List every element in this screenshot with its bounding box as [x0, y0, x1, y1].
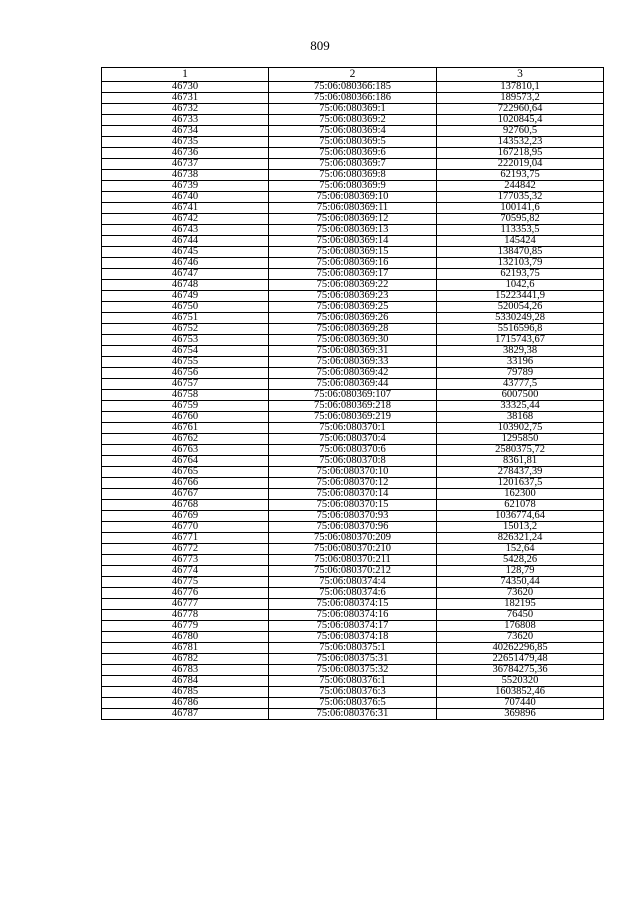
- row-number-cell: 46775: [102, 577, 269, 588]
- value-cell: 113353,5: [437, 225, 604, 236]
- row-number-cell: 46737: [102, 159, 269, 170]
- table-row: [102, 170, 604, 181]
- cadastral-number-cell: 75:06:080374:15: [269, 599, 437, 610]
- value-cell: 79789: [437, 368, 604, 379]
- row-number-cell: 46747: [102, 269, 269, 280]
- value-cell: 520054,26: [437, 302, 604, 313]
- value-cell: 5516596,8: [437, 324, 604, 335]
- table-row: [102, 115, 604, 126]
- row-number-cell: 46760: [102, 412, 269, 423]
- cadastral-number-cell: 75:06:080369:1: [269, 104, 437, 115]
- cadastral-number-cell: 75:06:080369:23: [269, 291, 437, 302]
- table-row: [102, 335, 604, 346]
- value-cell: 167218,95: [437, 148, 604, 159]
- table-row: [102, 511, 604, 522]
- row-number-cell: 46755: [102, 357, 269, 368]
- cadastral-number-cell: 75:06:080370:8: [269, 456, 437, 467]
- table-row: [102, 236, 604, 247]
- value-cell: 1715743,67: [437, 335, 604, 346]
- value-cell: 103902,75: [437, 423, 604, 434]
- cadastral-number-cell: 75:06:080369:17: [269, 269, 437, 280]
- value-cell: 74350,44: [437, 577, 604, 588]
- column-header-3: 3: [437, 68, 604, 82]
- row-number-cell: 46744: [102, 236, 269, 247]
- cadastral-number-cell: 75:06:080370:93: [269, 511, 437, 522]
- cadastral-number-cell: 75:06:080369:30: [269, 335, 437, 346]
- row-number-cell: 46771: [102, 533, 269, 544]
- value-cell: 92760,5: [437, 126, 604, 137]
- value-cell: 128,79: [437, 566, 604, 577]
- cadastral-number-cell: 75:06:080370:12: [269, 478, 437, 489]
- table-row: [102, 467, 604, 478]
- cadastral-number-cell: 75:06:080375:31: [269, 654, 437, 665]
- row-number-cell: 46745: [102, 247, 269, 258]
- table-row: [102, 368, 604, 379]
- value-cell: 8361,81: [437, 456, 604, 467]
- table-row: [102, 434, 604, 445]
- table-row: [102, 445, 604, 456]
- header-row: [102, 68, 604, 82]
- table-row: [102, 82, 604, 93]
- row-number-cell: 46769: [102, 511, 269, 522]
- value-cell: 5330249,28: [437, 313, 604, 324]
- cadastral-number-cell: 75:06:080369:219: [269, 412, 437, 423]
- table-row: [102, 148, 604, 159]
- value-cell: 73620: [437, 632, 604, 643]
- row-number-cell: 46776: [102, 588, 269, 599]
- row-number-cell: 46734: [102, 126, 269, 137]
- value-cell: 62193,75: [437, 170, 604, 181]
- row-number-cell: 46752: [102, 324, 269, 335]
- table-row: [102, 643, 604, 654]
- cadastral-number-cell: 75:06:080369:31: [269, 346, 437, 357]
- cadastral-number-cell: 75:06:080369:22: [269, 280, 437, 291]
- cadastral-number-cell: 75:06:080370:4: [269, 434, 437, 445]
- cadastral-number-cell: 75:06:080369:33: [269, 357, 437, 368]
- value-cell: 6007500: [437, 390, 604, 401]
- row-number-cell: 46730: [102, 82, 269, 93]
- cadastral-number-cell: 75:06:080370:210: [269, 544, 437, 555]
- cadastral-number-cell: 75:06:080369:25: [269, 302, 437, 313]
- table-row: [102, 588, 604, 599]
- row-number-cell: 46738: [102, 170, 269, 181]
- cadastral-number-cell: 75:06:080369:14: [269, 236, 437, 247]
- row-number-cell: 46782: [102, 654, 269, 665]
- value-cell: 36784275,36: [437, 665, 604, 676]
- row-number-cell: 46751: [102, 313, 269, 324]
- row-number-cell: 46743: [102, 225, 269, 236]
- table-row: [102, 566, 604, 577]
- cadastral-number-cell: 75:06:080369:16: [269, 258, 437, 269]
- value-cell: 15223441,9: [437, 291, 604, 302]
- value-cell: 100141,6: [437, 203, 604, 214]
- row-number-cell: 46780: [102, 632, 269, 643]
- row-number-cell: 46779: [102, 621, 269, 632]
- value-cell: 222019,04: [437, 159, 604, 170]
- value-cell: 152,64: [437, 544, 604, 555]
- table-row: [102, 621, 604, 632]
- table-row: [102, 214, 604, 225]
- row-number-cell: 46783: [102, 665, 269, 676]
- table-row: [102, 709, 604, 720]
- cadastral-number-cell: 75:06:080370:212: [269, 566, 437, 577]
- value-cell: 1295850: [437, 434, 604, 445]
- cadastral-number-cell: 75:06:080369:9: [269, 181, 437, 192]
- cadastral-number-cell: 75:06:080370:6: [269, 445, 437, 456]
- table-row: [102, 258, 604, 269]
- value-cell: 1042,6: [437, 280, 604, 291]
- table-row: [102, 379, 604, 390]
- value-cell: 38168: [437, 412, 604, 423]
- row-number-cell: 46768: [102, 500, 269, 511]
- value-cell: 40262296,85: [437, 643, 604, 654]
- cadastral-number-cell: 75:06:080369:13: [269, 225, 437, 236]
- value-cell: 1020845,4: [437, 115, 604, 126]
- cadastral-number-cell: 75:06:080370:10: [269, 467, 437, 478]
- cadastral-number-cell: 75:06:080369:11: [269, 203, 437, 214]
- cadastral-number-cell: 75:06:080369:44: [269, 379, 437, 390]
- cadastral-number-cell: 75:06:080369:107: [269, 390, 437, 401]
- cadastral-number-cell: 75:06:080370:211: [269, 555, 437, 566]
- cadastral-number-cell: 75:06:080369:4: [269, 126, 437, 137]
- table-row: [102, 654, 604, 665]
- value-cell: 1201637,5: [437, 478, 604, 489]
- row-number-cell: 46746: [102, 258, 269, 269]
- cadastral-number-cell: 75:06:080376:3: [269, 687, 437, 698]
- value-cell: 369896: [437, 709, 604, 720]
- value-cell: 62193,75: [437, 269, 604, 280]
- value-cell: 707440: [437, 698, 604, 709]
- row-number-cell: 46784: [102, 676, 269, 687]
- value-cell: 3829,38: [437, 346, 604, 357]
- table-row: [102, 313, 604, 324]
- table-row: [102, 137, 604, 148]
- table-row: [102, 280, 604, 291]
- row-number-cell: 46785: [102, 687, 269, 698]
- cadastral-number-cell: 75:06:080376:5: [269, 698, 437, 709]
- value-cell: 70595,82: [437, 214, 604, 225]
- cadastral-number-cell: 75:06:080369:218: [269, 401, 437, 412]
- row-number-cell: 46773: [102, 555, 269, 566]
- value-cell: 177035,32: [437, 192, 604, 203]
- cadastral-number-cell: 75:06:080366:186: [269, 93, 437, 104]
- table-row: [102, 247, 604, 258]
- row-number-cell: 46774: [102, 566, 269, 577]
- row-number-cell: 46742: [102, 214, 269, 225]
- table-row: [102, 599, 604, 610]
- cadastral-number-cell: 75:06:080366:185: [269, 82, 437, 93]
- row-number-cell: 46731: [102, 93, 269, 104]
- cadastral-number-cell: 75:06:080369:8: [269, 170, 437, 181]
- row-number-cell: 46741: [102, 203, 269, 214]
- table-row: [102, 93, 604, 104]
- column-header-1: 1: [102, 68, 269, 82]
- value-cell: 22651479,48: [437, 654, 604, 665]
- value-cell: 2580375,72: [437, 445, 604, 456]
- cadastral-number-cell: 75:06:080375:1: [269, 643, 437, 654]
- cadastral-number-cell: 75:06:080369:12: [269, 214, 437, 225]
- cadastral-number-cell: 75:06:080370:209: [269, 533, 437, 544]
- row-number-cell: 46733: [102, 115, 269, 126]
- row-number-cell: 46767: [102, 489, 269, 500]
- row-number-cell: 46770: [102, 522, 269, 533]
- cadastral-number-cell: 75:06:080369:6: [269, 148, 437, 159]
- value-cell: 132103,79: [437, 258, 604, 269]
- value-cell: 138470,85: [437, 247, 604, 258]
- cadastral-number-cell: 75:06:080376:31: [269, 709, 437, 720]
- row-number-cell: 46736: [102, 148, 269, 159]
- table-row: [102, 225, 604, 236]
- table-row: [102, 544, 604, 555]
- table-row: [102, 555, 604, 566]
- table-row: [102, 302, 604, 313]
- value-cell: 162300: [437, 489, 604, 500]
- table-row: [102, 390, 604, 401]
- row-number-cell: 46748: [102, 280, 269, 291]
- table-row: [102, 478, 604, 489]
- value-cell: 33196: [437, 357, 604, 368]
- table-row: [102, 577, 604, 588]
- table-row: [102, 269, 604, 280]
- row-number-cell: 46759: [102, 401, 269, 412]
- cadastral-number-cell: 75:06:080370:1: [269, 423, 437, 434]
- row-number-cell: 46756: [102, 368, 269, 379]
- table-row: [102, 698, 604, 709]
- table-row: [102, 159, 604, 170]
- row-number-cell: 46764: [102, 456, 269, 467]
- row-number-cell: 46778: [102, 610, 269, 621]
- cadastral-number-cell: 75:06:080369:42: [269, 368, 437, 379]
- value-cell: 33325,44: [437, 401, 604, 412]
- row-number-cell: 46735: [102, 137, 269, 148]
- cadastral-number-cell: 75:06:080376:1: [269, 676, 437, 687]
- value-cell: 244842: [437, 181, 604, 192]
- table-row: [102, 632, 604, 643]
- value-cell: 621078: [437, 500, 604, 511]
- table-row: [102, 181, 604, 192]
- value-cell: 76450: [437, 610, 604, 621]
- row-number-cell: 46757: [102, 379, 269, 390]
- table-body: [102, 82, 604, 720]
- table-row: [102, 126, 604, 137]
- table-row: [102, 412, 604, 423]
- data-table: [101, 67, 604, 720]
- table-row: [102, 203, 604, 214]
- value-cell: 1036774,64: [437, 511, 604, 522]
- cadastral-number-cell: 75:06:080370:96: [269, 522, 437, 533]
- cadastral-number-cell: 75:06:080374:17: [269, 621, 437, 632]
- table-row: [102, 104, 604, 115]
- cadastral-number-cell: 75:06:080369:2: [269, 115, 437, 126]
- value-cell: 137810,1: [437, 82, 604, 93]
- cadastral-number-cell: 75:06:080369:7: [269, 159, 437, 170]
- value-cell: 43777,5: [437, 379, 604, 390]
- row-number-cell: 46750: [102, 302, 269, 313]
- table-row: [102, 324, 604, 335]
- value-cell: 5520320: [437, 676, 604, 687]
- table-row: [102, 533, 604, 544]
- row-number-cell: 46739: [102, 181, 269, 192]
- row-number-cell: 46787: [102, 709, 269, 720]
- table-row: [102, 346, 604, 357]
- value-cell: 15013,2: [437, 522, 604, 533]
- value-cell: 73620: [437, 588, 604, 599]
- page-number: 809: [310, 38, 330, 53]
- value-cell: 182195: [437, 599, 604, 610]
- table-row: [102, 456, 604, 467]
- cadastral-number-cell: 75:06:080370:15: [269, 500, 437, 511]
- value-cell: 5428,26: [437, 555, 604, 566]
- table-row: [102, 192, 604, 203]
- cadastral-number-cell: 75:06:080369:10: [269, 192, 437, 203]
- table-row: [102, 522, 604, 533]
- value-cell: 176808: [437, 621, 604, 632]
- cadastral-number-cell: 75:06:080374:4: [269, 577, 437, 588]
- value-cell: 1603852,46: [437, 687, 604, 698]
- table-row: [102, 676, 604, 687]
- row-number-cell: 46753: [102, 335, 269, 346]
- value-cell: 145424: [437, 236, 604, 247]
- table-row: [102, 489, 604, 500]
- value-cell: 826321,24: [437, 533, 604, 544]
- cadastral-number-cell: 75:06:080374:16: [269, 610, 437, 621]
- cadastral-number-cell: 75:06:080374:6: [269, 588, 437, 599]
- cadastral-number-cell: 75:06:080370:14: [269, 489, 437, 500]
- cadastral-number-cell: 75:06:080369:15: [269, 247, 437, 258]
- row-number-cell: 46762: [102, 434, 269, 445]
- row-number-cell: 46754: [102, 346, 269, 357]
- row-number-cell: 46772: [102, 544, 269, 555]
- table-row: [102, 357, 604, 368]
- table-row: [102, 665, 604, 676]
- cadastral-number-cell: 75:06:080375:32: [269, 665, 437, 676]
- value-cell: 722960,64: [437, 104, 604, 115]
- row-number-cell: 46740: [102, 192, 269, 203]
- table-row: [102, 687, 604, 698]
- value-cell: 189573,2: [437, 93, 604, 104]
- value-cell: 143532,23: [437, 137, 604, 148]
- table-row: [102, 291, 604, 302]
- row-number-cell: 46766: [102, 478, 269, 489]
- column-header-2: 2: [269, 68, 437, 82]
- cadastral-number-cell: 75:06:080369:5: [269, 137, 437, 148]
- cadastral-number-cell: 75:06:080369:28: [269, 324, 437, 335]
- table-row: [102, 401, 604, 412]
- table-row: [102, 500, 604, 511]
- table-row: [102, 423, 604, 434]
- row-number-cell: 46758: [102, 390, 269, 401]
- row-number-cell: 46732: [102, 104, 269, 115]
- row-number-cell: 46749: [102, 291, 269, 302]
- cadastral-number-cell: 75:06:080369:26: [269, 313, 437, 324]
- cadastral-number-cell: 75:06:080374:18: [269, 632, 437, 643]
- row-number-cell: 46765: [102, 467, 269, 478]
- table-row: [102, 610, 604, 621]
- row-number-cell: 46761: [102, 423, 269, 434]
- row-number-cell: 46781: [102, 643, 269, 654]
- row-number-cell: 46763: [102, 445, 269, 456]
- row-number-cell: 46777: [102, 599, 269, 610]
- row-number-cell: 46786: [102, 698, 269, 709]
- value-cell: 278437,39: [437, 467, 604, 478]
